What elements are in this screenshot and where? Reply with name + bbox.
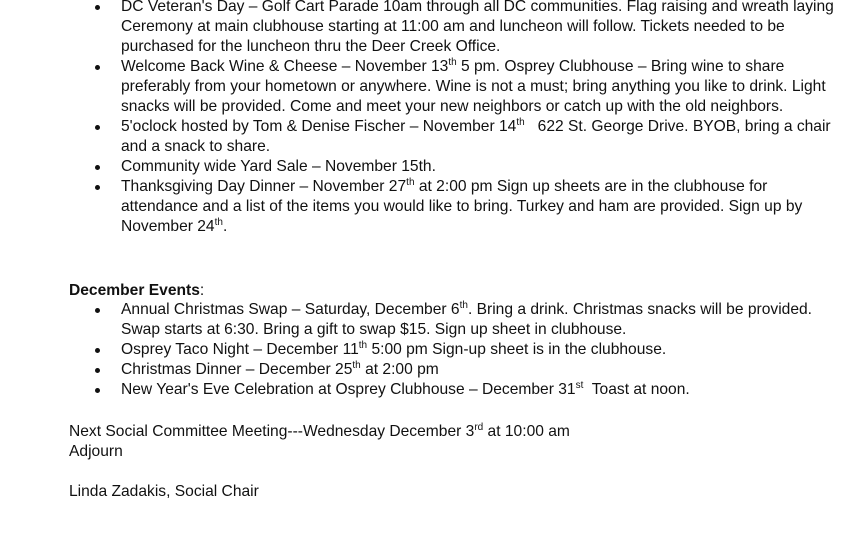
list-item: Thanksgiving Day Dinner – November 27th at 2:00 pm Sign up sheets are in the clubhouse for attendance and a list of the items you would like to bring. Turkey and ham are provided. Sign up by November 24th. (0, 177, 864, 237)
november-events-list (0, 0, 864, 237)
list-item: DC Veteran's Day – Golf Cart Parade 10am through all DC communities. Flag raising and wreath laying Ceremony at main clubhouse starting at 11:00 am and luncheon will follow. Tickets needed to be purchased for the luncheon thru the Deer Creek Office. (0, 0, 864, 57)
list-item: Annual Christmas Swap – Saturday, December 6th. Bring a drink. Christmas snacks will be provided. Swap starts at 6:30. Bring a gift to swap $15. Sign up sheet in clubhouse. (0, 300, 864, 340)
list-item: Osprey Taco Night – December 11th 5:00 pm Sign-up sheet is in the clubhouse. (0, 340, 864, 360)
adjourn-line: Adjourn (69, 443, 123, 460)
next-meeting-line: Next Social Committee Meeting---Wednesday December 3rd at 10:00 am (69, 422, 570, 440)
december-events-heading: December Events: (69, 282, 205, 299)
list-item: Christmas Dinner – December 25th at 2:00 pm (0, 360, 864, 380)
signoff-line: Linda Zadakis, Social Chair (69, 483, 259, 500)
list-item: New Year's Eve Celebration at Osprey Clubhouse – December 31st Toast at noon. (0, 380, 864, 400)
list-item: Community wide Yard Sale – November 15th. (0, 157, 864, 177)
december-events-list (0, 300, 864, 400)
list-item: 5'oclock hosted by Tom & Denise Fischer – November 14th 622 St. George Drive. BYOB, bring a chair and a snack to share. (0, 117, 864, 157)
list-item: Welcome Back Wine & Cheese – November 13th 5 pm. Osprey Clubhouse – Bring wine to share preferably from your hometown or anywhere. Wine is not a must; bring anything you like to drink. Light snacks will be provided. Come and meet your new neighbors or catch up with the old neighbors. (0, 57, 864, 117)
